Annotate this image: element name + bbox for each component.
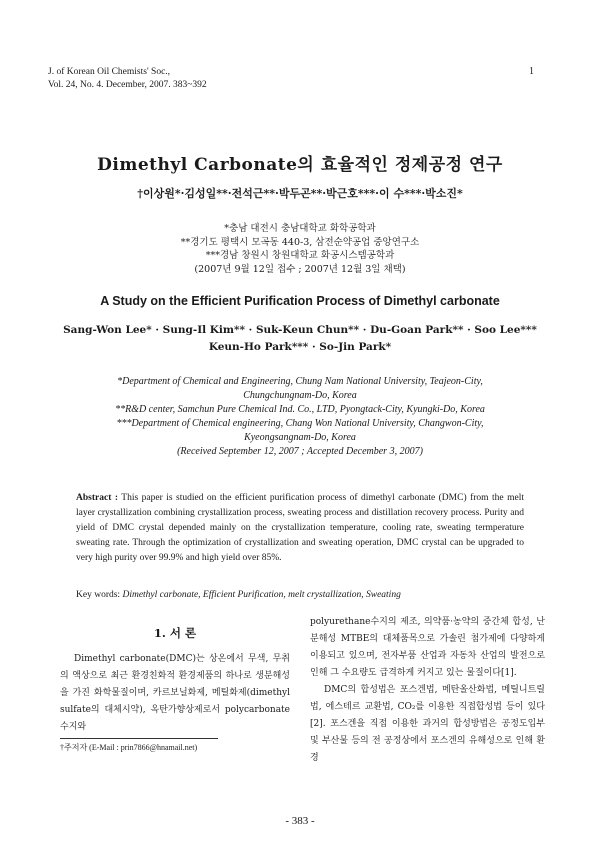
english-received-dates: (Received September 12, 2007 ; Accepted December 3, 2007) <box>177 446 423 457</box>
english-affiliation-line-3: **R&D center, Samchun Pure Chemical Ind. Co., LTD, Pyongtack-City, Kyungki-Do, Korea <box>115 404 485 415</box>
footnote-divider <box>60 738 218 739</box>
keywords <box>76 590 536 600</box>
english-authors-line-1: Sang-Won Lee* · Sung-Il Kim** · Suk-Keun Chun** · Du-Goan Park** · Soo Lee*** <box>63 324 537 336</box>
abstract <box>76 491 524 566</box>
english-authors <box>0 322 600 356</box>
english-affiliations <box>0 375 600 459</box>
journal-line-2: Vol. 24, No. 4. December, 2007. 383~392 <box>48 80 207 90</box>
author-footnote: †주저자 (E-Mail : prin7866@hnamail.net) <box>60 743 198 752</box>
korean-authors: †이상원*·김성일**·전석근**·박두곤**·박근호***·이 수***·박소진* <box>137 187 463 200</box>
keywords-label: Key words: <box>76 590 121 600</box>
journal-line-1: J. of Korean Oil Chemists' Soc., <box>48 67 171 77</box>
right-column <box>310 614 545 767</box>
right-column-paragraph-1: polyurethane수지의 제조, 의약품·농약의 중간체 합성, 난분해성 MTBE의 대체품목으로 가솔린 첨가제에 다양하게 이용되고 있으며, 전자부품 산업과 자동차 산업의 발전으로 인해 그 수요량도 급격하게 커지고 있는 물질이다[1]. <box>310 617 545 678</box>
page-footer-number: - 383 - <box>285 815 315 827</box>
korean-affiliations <box>0 222 600 276</box>
english-affiliation-line-1: *Department of Chemical and Engineering, Chung Nam National University, Teajeon-City, <box>117 376 483 387</box>
abstract-text: This paper is studied on the efficient purification process of dimethyl carbonate (DMC) from the melt layer crystallization combining crystallization process, sweating process and distillation recovery process. Purity and yield of DMC crystal depended mainly on the crystallization temperature, cooling rate, sweating termperature sweating rate. Through the optimization of crystallization and sweating operation, DMC crystal can be upgraded to very high purity over 99.9% and high yield over 85%. <box>76 493 524 563</box>
journal-citation <box>48 66 207 92</box>
keywords-text: Dimethyl carbonate, Efficient Purification, melt crystallization, Sweating <box>122 590 401 600</box>
english-affiliation-line-2: Chungchungnam-Do, Korea <box>243 390 357 401</box>
korean-affiliation-3: ***경남 창원시 창원대학교 화공시스템공학과 <box>205 250 395 261</box>
left-column-paragraph: Dimethyl carbonate(DMC)는 상온에서 무색, 무취의 액상으로 최근 환경친화적 환경제품의 하나로 생분해성을 가진 화학물질이며, 카르보닐화제, 메틸화제(dimethyl sulfate의 대체시약), 옥탄가향상제로서 polycarbonate수지와 <box>60 654 290 732</box>
english-affiliation-line-5: Kyeongsangnam-Do, Korea <box>244 432 356 443</box>
korean-affiliation-2: **경기도 평택시 모곡동 440-3, 삼전순약공업 중앙연구소 <box>180 236 420 248</box>
korean-received-dates: (2007년 9월 12일 접수 ; 2007년 12월 3일 채택) <box>194 263 406 275</box>
korean-title: Dimethyl Carbonate의 효율적인 정제공정 연구 <box>97 155 503 175</box>
right-column-paragraph-2: DMC의 합성법은 포스겐법, 메탄올산화법, 메틸니트릴법, 에스테르 교환법, CO₂를 이용한 직접합성법 등이 있다[2]. 포스겐을 직접 이용한 과거의 합성방법은 공정도입부 및 부산물 등의 전 공정상에서 포스겐의 유해성으로 인해 환경 <box>310 685 545 763</box>
korean-affiliation-1: *충남 대전시 충남대학교 화학공학과 <box>224 223 376 234</box>
english-authors-line-2: Keun-Ho Park*** · So-Jin Park* <box>208 341 392 353</box>
page-number: 1 <box>529 66 534 77</box>
left-column <box>60 651 290 736</box>
english-affiliation-line-4: ***Department of Chemical engineering, Chang Won National University, Changwon-City, <box>116 418 484 429</box>
english-title: A Study on the Efficient Purification Process of Dimethyl carbonate <box>100 294 500 308</box>
abstract-label: Abstract : <box>76 493 118 503</box>
section-title-introduction: 1. 서 론 <box>153 626 197 640</box>
